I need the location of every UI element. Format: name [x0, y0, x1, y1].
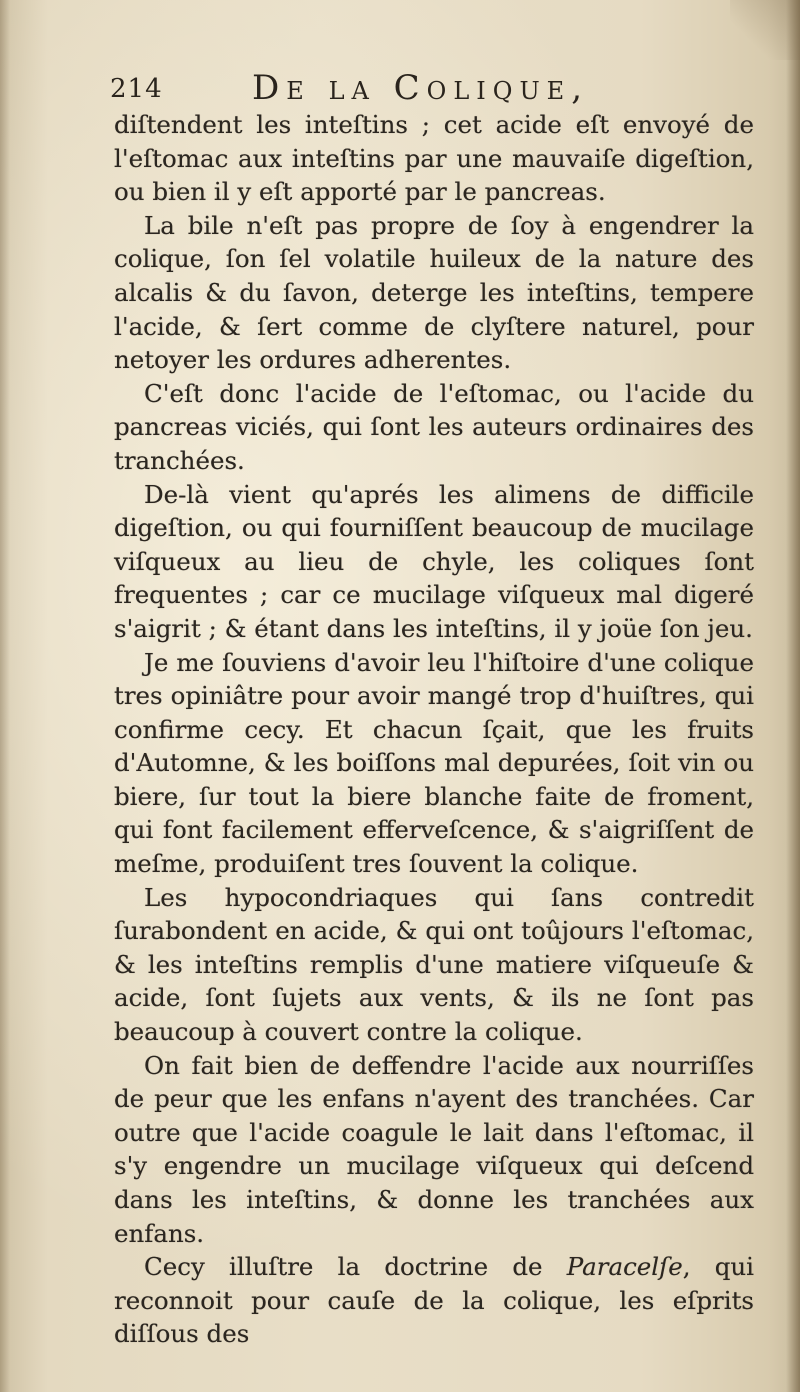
running-title: De la Colique,	[252, 68, 590, 108]
body-text	[114, 108, 754, 1351]
page-number: 214	[110, 74, 163, 104]
page-corner-fold	[730, 0, 800, 60]
paragraph-3: C'eſt donc l'acide de l'eſtomac, ou l'acide du pancreas viciés, qui ſont les auteurs ordinaires des tranchées.	[114, 378, 754, 475]
paragraph-5: Je me ſouviens d'avoir leu l'hiſtoire d'une colique tres opiniâtre pour avoir mangé trop d'huiſtres, qui confirme cecy. Et chacun ſçait, que les fruits d'Automne, & les boiſſons mal depurées, ſoit vin ou biere, ſur tout la biere blanche faite de froment, qui font facilement efferveſcence, & s'aigriſſent de meſme, produiſent tres ſouvent la colique.	[114, 647, 754, 879]
paragraph-4: De-là vient qu'aprés les alimens de difficile digeſtion, ou qui fourniſſent beaucoup de mucilage viſqueux au lieu de chyle, les coliques ſont frequentes ; car ce mucilage viſqueux mal digeré s'aigrit ; & étant dans les inteſtins, il y joüe ſon jeu.	[114, 479, 754, 643]
page-shadow-right	[786, 0, 800, 1392]
paracelse-name: Paracelſe	[566, 1252, 683, 1282]
paragraph-6: Les hypocondriaques qui ſans contredit ſurabondent en acide, & qui ont toûjours l'eſtomac, & les inteſtins remplis d'une matiere viſqueuſe & acide, ſont ſujets aux vents, & ils ne ſont pas beaucoup à couvert contre la colique.	[114, 882, 754, 1047]
paragraph-8-end: , qui reconnoit pour cauſe de la colique, les eſprits diſſous des	[114, 1252, 755, 1349]
paragraph-7: On fait bien de deffendre l'acide aux nourriſſes de peur que les enfans n'ayent des tranchées. Car outre que l'acide coagule le lait dans l'eſtomac, il s'y engendre un mucilage viſqueux qui deſcend dans les inteſtins, & donne les tranchées aux enfans.	[114, 1050, 754, 1248]
paragraph-8	[114, 1250, 754, 1351]
paragraph-8-start: Cecy illuſtre la doctrine de	[144, 1252, 567, 1282]
paragraph-2: La bile n'eſt pas propre de ſoy à engendrer la colique, ſon ſel volatile huileux de la nature des alcalis & du ſavon, deterge les inteſtins, tempere l'acide, & ſert comme de clyſtere naturel, pour netoyer les ordures adherentes.	[114, 210, 754, 375]
paragraph-1: diſtendent les inteſtins ; cet acide eſt envoyé de l'eſtomac aux inteſtins par une mauvaiſe digeſtion, ou bien il y eſt apporté par le pancreas.	[114, 110, 754, 207]
page-shadow-left	[0, 0, 10, 1392]
page-header	[110, 68, 670, 112]
